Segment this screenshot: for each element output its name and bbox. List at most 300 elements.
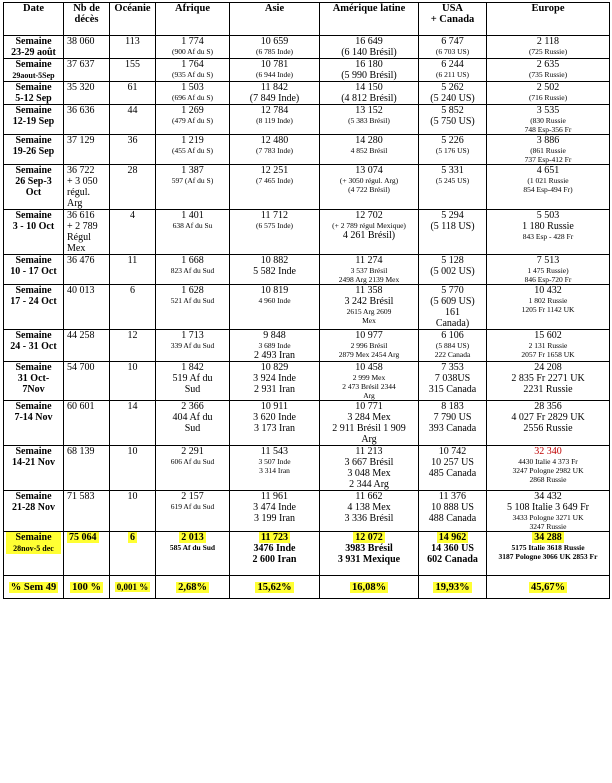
detail: (861 Russie — [530, 146, 566, 155]
value: 12 702 — [355, 210, 383, 221]
detail: (4 722 Brésil) — [348, 185, 390, 194]
cell-europe — [487, 82, 610, 105]
detail: 3 048 Mex — [347, 468, 391, 479]
detail: 3 242 Brésil — [344, 296, 394, 307]
date-line: 12-19 Sep — [12, 116, 55, 127]
cell-afrique — [156, 285, 230, 330]
detail: 3 314 Iran — [259, 466, 290, 475]
detail: 2 911 Brésil 1 909 — [332, 423, 406, 434]
cell-afrique — [156, 165, 230, 210]
detail: 161 — [445, 307, 460, 318]
value: 10 911 — [260, 401, 289, 412]
cell-usa-canada — [419, 532, 487, 576]
cell-nb-deces — [64, 59, 110, 82]
value: 34 288 — [534, 532, 562, 543]
detail: 748 Esp-356 Fr — [524, 125, 572, 134]
detail: (1 021 Russie — [527, 176, 569, 185]
value: 11 213 — [355, 446, 383, 457]
cell-asie — [230, 330, 320, 362]
detail: (7 465 Inde) — [255, 176, 294, 185]
cell-asie — [230, 532, 320, 576]
detail: 3983 Brésil — [345, 543, 393, 554]
detail: 3 620 Inde — [253, 412, 296, 423]
date-line: Semaine — [15, 330, 52, 341]
value: 2 366 — [181, 401, 204, 412]
detail: Arg — [363, 391, 375, 400]
detail: 521 Af du Sud — [170, 296, 215, 305]
detail: 3247 Pologne 2982 UK — [512, 466, 584, 475]
detail: (725 Russie) — [528, 47, 568, 56]
cell-usa-canada — [419, 210, 487, 255]
detail: 3 667 Brésil — [344, 457, 394, 468]
value: 1 774 — [181, 36, 204, 47]
table-row — [4, 491, 610, 532]
detail: 737 Esp-412 Fr — [524, 155, 572, 164]
value: 4 651 — [536, 165, 560, 176]
detail: (935 Af du S) — [171, 70, 214, 79]
detail: 4 261 Brésil) — [342, 230, 396, 241]
cell-asie — [230, 36, 320, 59]
cell-usa-canada — [419, 285, 487, 330]
detail: 3 199 Iran — [253, 513, 296, 524]
cell-usa-canada — [419, 135, 487, 165]
value: 9 848 — [263, 330, 286, 341]
cell-afrique — [156, 59, 230, 82]
detail: 3 336 Brésil — [344, 513, 394, 524]
cell-amerique-latine — [320, 59, 419, 82]
header-asie: Asie — [230, 3, 320, 36]
detail: (716 Russie) — [528, 93, 568, 102]
cell-europe — [487, 135, 610, 165]
cell-europe — [487, 165, 610, 210]
value: 36 636 — [67, 105, 95, 116]
value: 10 458 — [355, 362, 383, 373]
detail: 3187 Pologne 3066 UK 2853 Fr — [498, 552, 598, 561]
table-row — [4, 255, 610, 285]
detail: 10 888 US — [431, 502, 474, 513]
date-line: 26 Sep-3 — [15, 176, 52, 187]
value: 1 503 — [181, 82, 204, 93]
detail: 7 790 US — [433, 412, 472, 423]
cell-amerique-latine — [320, 82, 419, 105]
value: 32 340 — [534, 446, 562, 457]
value: 40 013 — [67, 285, 95, 296]
cell-europe — [487, 330, 610, 362]
date-line: 31 Oct- — [17, 373, 50, 384]
detail: Canada) — [435, 318, 470, 329]
cell-europe — [487, 491, 610, 532]
value: 11 712 — [260, 210, 289, 221]
cell-usa-canada — [419, 59, 487, 82]
detail: Régul — [67, 232, 91, 243]
cell-nb-deces — [64, 532, 110, 576]
detail: (5 002 US) — [430, 266, 475, 277]
cell-europe — [487, 255, 610, 285]
detail: 843 Esp - 428 Fr — [522, 232, 574, 241]
detail: 2879 Mex 2454 Arg — [338, 350, 400, 359]
detail: 4430 Italie 4 373 Fr — [518, 457, 578, 466]
value: 15,62% — [257, 581, 292, 593]
cell-amerique-latine — [320, 135, 419, 165]
date-line: Semaine — [15, 105, 52, 116]
detail: 3 173 Iran — [253, 423, 296, 434]
detail: 2868 Russie — [529, 475, 567, 484]
cell-amerique-latine — [320, 532, 419, 576]
cell-oceanie: 10 — [110, 446, 156, 491]
cell-afrique — [156, 210, 230, 255]
table-row-percent — [4, 576, 610, 599]
cell-afrique — [156, 135, 230, 165]
date-line: Semaine — [15, 135, 52, 146]
value: 71 583 — [67, 491, 95, 502]
table-row — [4, 330, 610, 362]
cell-oceanie: 113 — [110, 36, 156, 59]
cell-date — [4, 255, 64, 285]
cell-date — [4, 105, 64, 135]
detail: 854 Esp-494 Fr) — [523, 185, 573, 194]
detail: (5 176 US) — [435, 146, 470, 155]
detail: (5 240 US) — [430, 93, 475, 104]
value: 68 139 — [67, 446, 95, 457]
cell-percent-oceanie — [110, 576, 156, 599]
detail: 14 360 US — [431, 543, 474, 554]
detail: 3 931 Mexique — [337, 554, 401, 565]
detail: (5 383 Brésil) — [348, 116, 390, 125]
cell-amerique-latine — [320, 362, 419, 401]
cell-europe — [487, 532, 610, 576]
table-body — [4, 36, 610, 532]
cell-asie — [230, 165, 320, 210]
date-line: Semaine — [15, 82, 52, 93]
header-date: Date — [4, 3, 64, 36]
value: 3 535 — [536, 105, 560, 116]
value: 14 280 — [355, 135, 383, 146]
cell-usa-canada — [419, 491, 487, 532]
value: 1 713 — [181, 330, 204, 341]
detail: + 2 789 — [67, 221, 98, 232]
value: 75 064 — [69, 532, 97, 543]
detail: 10 257 US — [431, 457, 474, 468]
cell-asie — [230, 210, 320, 255]
value: 6 — [130, 532, 135, 543]
value: 7 513 — [536, 255, 560, 266]
value: 1 668 — [181, 255, 204, 266]
cell-nb-deces — [64, 210, 110, 255]
cell-europe — [487, 446, 610, 491]
value: 2 291 — [181, 446, 204, 457]
cell-afrique — [156, 82, 230, 105]
detail: 3 507 Inde — [258, 457, 291, 466]
cell-nb-deces — [64, 36, 110, 59]
detail: 7 038US — [434, 373, 471, 384]
date-line: 5-12 Sep — [15, 93, 52, 104]
cell-asie — [230, 446, 320, 491]
detail: 4 960 Inde — [258, 296, 291, 305]
detail: 393 Canada — [428, 423, 477, 434]
date-line: 17 - 24 Oct — [10, 296, 57, 307]
value: 13 074 — [355, 165, 383, 176]
cell-usa-canada — [419, 401, 487, 446]
value: 37 129 — [67, 135, 95, 146]
value: 24 208 — [534, 362, 562, 373]
detail: Sud — [184, 423, 201, 434]
detail: (5 990 Brésil) — [341, 70, 397, 81]
value: 0,001 % — [116, 582, 149, 592]
cell-nb-deces — [64, 491, 110, 532]
header-afrique: Afrique — [156, 3, 230, 36]
value: 11 842 — [260, 82, 289, 93]
cell-date — [4, 330, 64, 362]
detail: (6 575 Inde) — [255, 221, 294, 230]
detail: (5 750 US) — [430, 116, 475, 127]
cell-nb-deces — [64, 330, 110, 362]
cell-oceanie: 6 — [110, 285, 156, 330]
detail: 823 Af du Sud — [170, 266, 215, 275]
value: 11 274 — [355, 255, 383, 266]
date-line: 29aout-5Sep — [12, 71, 55, 80]
date-line: Semaine — [15, 285, 52, 296]
detail: 2615 Arg 2609 — [346, 307, 392, 316]
table-row — [4, 165, 610, 210]
detail: 2057 Fr 1658 UK — [521, 350, 575, 359]
cell-asie — [230, 82, 320, 105]
value: 6 244 — [441, 59, 464, 70]
detail: (479 Af du S) — [171, 116, 214, 125]
detail: 5175 Italie 3618 Russie — [511, 543, 585, 552]
value: 54 700 — [67, 362, 95, 373]
detail: 4 138 Mex — [347, 502, 391, 513]
detail: 488 Canada — [428, 513, 477, 524]
table-row — [4, 362, 610, 401]
detail: 339 Af du Sud — [170, 341, 215, 350]
detail: 1 180 Russie — [522, 221, 574, 232]
value: 12 251 — [260, 165, 289, 176]
cell-oceanie: 10 — [110, 491, 156, 532]
detail: 3 537 Brésil — [350, 266, 388, 275]
date-line: Semaine — [15, 446, 52, 457]
cell-nb-deces — [64, 105, 110, 135]
cell-date — [4, 36, 64, 59]
cell-afrique — [156, 532, 230, 576]
detail: 619 Af du Sud — [170, 502, 215, 511]
detail: 2 999 Mex — [352, 373, 386, 382]
date-line: 21-28 Nov — [11, 502, 56, 513]
cell-nb-deces — [64, 165, 110, 210]
header-row — [4, 3, 610, 36]
detail: 404 Af du — [172, 412, 213, 423]
date-line: Semaine — [15, 59, 52, 70]
detail: 1205 Fr 1142 UK — [521, 305, 575, 314]
cell-date — [4, 59, 64, 82]
header-usa-canada: USA + Canada — [419, 3, 487, 36]
cell-afrique — [156, 36, 230, 59]
value: 7 353 — [441, 362, 464, 373]
detail: (735 Russie) — [528, 70, 568, 79]
detail: 3 474 Inde — [253, 502, 296, 513]
table-row — [4, 82, 610, 105]
value: 36 722 — [67, 165, 95, 176]
value: 10 742 — [438, 446, 467, 457]
detail: 3 689 Inde — [258, 341, 291, 350]
value: 60 601 — [67, 401, 95, 412]
value: 11 358 — [355, 285, 383, 296]
value: 13 152 — [355, 105, 383, 116]
cell-europe — [487, 36, 610, 59]
cell-oceanie: 11 — [110, 255, 156, 285]
cell-nb-deces — [64, 135, 110, 165]
date-line: Semaine — [15, 491, 52, 502]
value: 15 602 — [534, 330, 562, 341]
value: 36 616 — [67, 210, 95, 221]
cell-afrique — [156, 401, 230, 446]
detail: + 3 050 — [67, 176, 98, 187]
value: 1 842 — [181, 362, 204, 373]
cell-amerique-latine — [320, 210, 419, 255]
table-row — [4, 36, 610, 59]
detail: (900 Af du S) — [171, 47, 214, 56]
cell-percent-asie — [230, 576, 320, 599]
cell-usa-canada — [419, 82, 487, 105]
cell-oceanie: 44 — [110, 105, 156, 135]
cell-asie — [230, 255, 320, 285]
detail: 1 802 Russie — [528, 296, 568, 305]
value: 8 183 — [441, 401, 464, 412]
detail: (5 609 US) — [430, 296, 475, 307]
detail: (6 703 US) — [435, 47, 470, 56]
value: 11 543 — [260, 446, 289, 457]
cell-europe — [487, 59, 610, 82]
value: 19,93% — [435, 581, 470, 593]
value: 100 % — [72, 581, 101, 593]
header-oceanie: Océanie — [110, 3, 156, 36]
detail: 2 473 Brésil 2344 — [342, 382, 396, 391]
cell-date — [4, 285, 64, 330]
detail: Arg — [67, 198, 83, 209]
value: 16,08% — [351, 581, 387, 593]
value: 37 637 — [67, 59, 95, 70]
table-row — [4, 210, 610, 255]
detail: 5 582 Inde — [253, 266, 296, 277]
date-line: 28nov-5 dec — [6, 543, 61, 554]
value: 1 628 — [181, 285, 204, 296]
cell-usa-canada — [419, 105, 487, 135]
cell-amerique-latine — [320, 105, 419, 135]
detail: (5 245 US) — [435, 176, 470, 185]
value: 44 258 — [67, 330, 95, 341]
value: 11 662 — [355, 491, 383, 502]
cell-percent-afrique — [156, 576, 230, 599]
detail: (7 849 Inde) — [249, 93, 300, 104]
value: 10 829 — [260, 362, 289, 373]
value: 1 401 — [181, 210, 204, 221]
value: 5 262 — [441, 82, 464, 93]
value: 5 770 — [441, 285, 464, 296]
date-line: 23-29 août — [11, 47, 56, 58]
detail: (5 884 US) — [435, 341, 470, 350]
cell-amerique-latine — [320, 255, 419, 285]
value: 10 432 — [534, 285, 562, 296]
cell-date — [4, 532, 64, 576]
cell-usa-canada — [419, 165, 487, 210]
value: 2 013 — [181, 532, 204, 543]
cell-nb-deces — [64, 82, 110, 105]
value: 16 649 — [355, 36, 383, 47]
detail: 485 Canada — [428, 468, 477, 479]
cell-nb-deces — [64, 255, 110, 285]
date-line: 14-21 Nov — [11, 457, 56, 468]
cell-percent-nb — [64, 576, 110, 599]
value: 1 269 — [181, 105, 204, 116]
detail: (6 140 Brésil) — [341, 47, 397, 58]
date-line: Semaine — [15, 255, 52, 266]
cell-amerique-latine — [320, 165, 419, 210]
value: 10 882 — [260, 255, 289, 266]
cell-nb-deces — [64, 285, 110, 330]
detail: Arg — [361, 434, 377, 445]
detail: 4 027 Fr 2829 UK — [511, 412, 585, 423]
value: 28 356 — [534, 401, 562, 412]
detail: 2 344 Arg — [349, 479, 389, 490]
detail: 315 Canada — [428, 384, 477, 395]
value: % Sem 49 — [10, 581, 57, 593]
cell-usa-canada — [419, 330, 487, 362]
detail: 2 131 Russie — [528, 341, 568, 350]
value: 6 106 — [441, 330, 464, 341]
value: 16 180 — [355, 59, 383, 70]
cell-date — [4, 165, 64, 210]
table-summary — [4, 532, 610, 599]
cell-nb-deces — [64, 446, 110, 491]
detail: 2231 Russie — [523, 384, 573, 395]
detail: 3476 Inde — [253, 543, 296, 554]
detail: 638 Af du Su — [172, 221, 213, 230]
detail: 597 (Af du S) — [171, 176, 214, 185]
value: 5 503 — [536, 210, 560, 221]
cell-afrique — [156, 362, 230, 401]
cell-amerique-latine — [320, 330, 419, 362]
cell-asie — [230, 401, 320, 446]
value: 12 072 — [355, 532, 383, 543]
value: 2 502 — [536, 82, 560, 93]
cell-amerique-latine — [320, 401, 419, 446]
cell-date — [4, 210, 64, 255]
value: 35 320 — [67, 82, 95, 93]
detail: 519 Af du — [172, 373, 213, 384]
value: 2 157 — [181, 491, 204, 502]
value: 5 852 — [441, 105, 464, 116]
cell-percent-amerique-latine — [320, 576, 419, 599]
value: 11 376 — [438, 491, 467, 502]
header-amerique-latine: Amérique latine — [320, 3, 419, 36]
value: 1 387 — [181, 165, 204, 176]
value: 1 219 — [181, 135, 204, 146]
cell-oceanie: 61 — [110, 82, 156, 105]
detail: (6 211 US) — [435, 70, 470, 79]
cell-oceanie: 12 — [110, 330, 156, 362]
cell-oceanie: 10 — [110, 362, 156, 401]
value: 10 771 — [355, 401, 383, 412]
value: 10 819 — [260, 285, 289, 296]
cell-asie — [230, 59, 320, 82]
value: 10 659 — [260, 36, 289, 47]
cell-europe — [487, 105, 610, 135]
value: 5 294 — [441, 210, 464, 221]
cell-oceanie — [110, 532, 156, 576]
detail: 2 600 Iran — [252, 554, 297, 565]
detail: 846 Esp-720 Fr — [524, 275, 572, 284]
cell-oceanie: 4 — [110, 210, 156, 255]
cell-percent-label — [4, 576, 64, 599]
